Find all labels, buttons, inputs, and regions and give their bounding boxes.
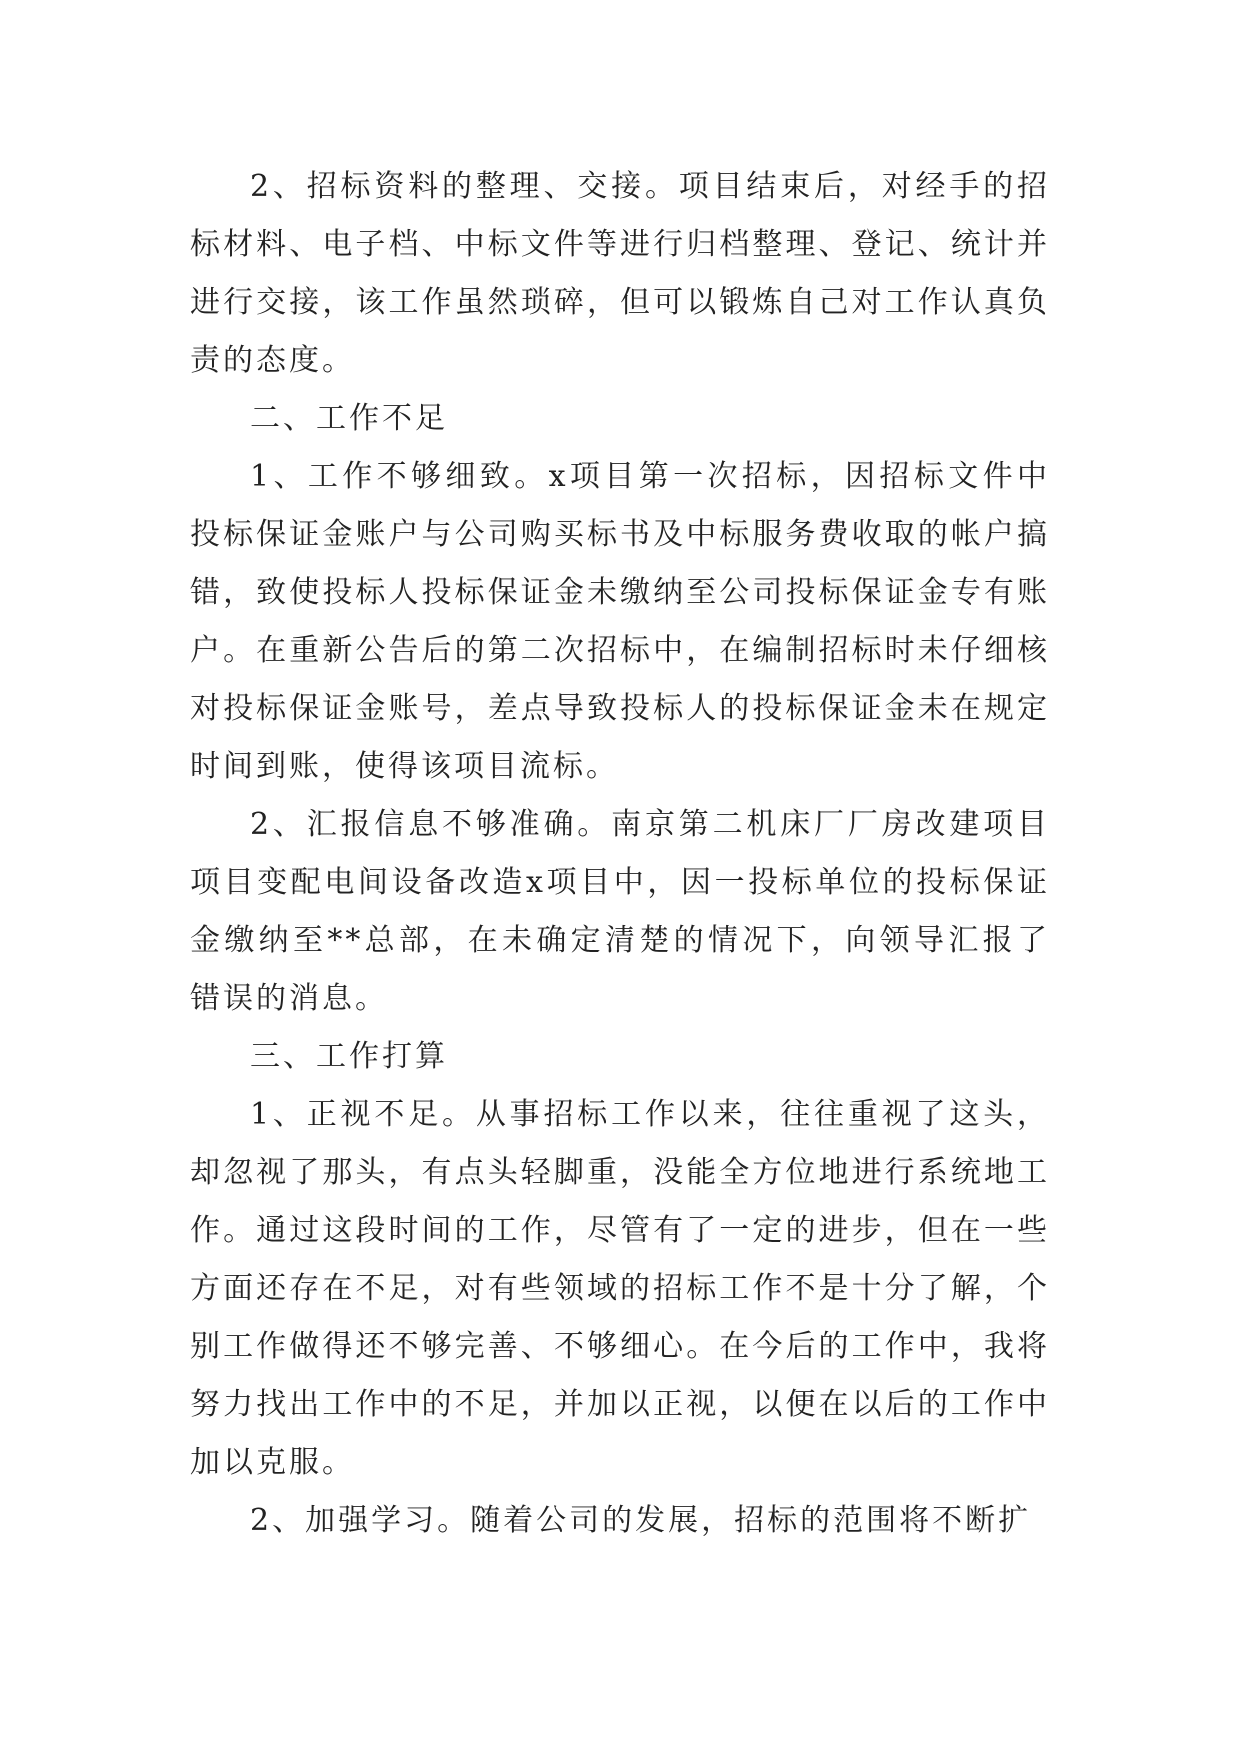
paragraph-inaccurate-report: 2、汇报信息不够准确。南京第二机床厂厂房改建项目项目变配电间设备改造x项目中，因一投标单位的投标保证金缴纳至**总部，在未确定清楚的情况下，向领导汇报了错误的消息。 bbox=[190, 807, 1050, 1016]
heading-plans: 三、工作打算 bbox=[250, 1039, 448, 1074]
paragraph-face-shortcomings: 1、正视不足。从事招标工作以来，往往重视了这头，却忽视了那头，有点头轻脚重，没能全方位地进行系统地工作。通过这段时间的工作，尽管有了一定的进步，但在一些方面还存在不足，对有些领域的招标工作不是十分了解，个别工作做得还不够完善、不够细心。在今后的工作中，我将努力找出工作中的不足，并加以正视，以便在以后的工作中加以克服。 bbox=[190, 1097, 1050, 1480]
paragraph-strengthen-learning: 2、加强学习。随着公司的发展，招标的范围将不断扩 bbox=[250, 1503, 1032, 1538]
document-body bbox=[190, 158, 1050, 1550]
heading-shortcomings: 二、工作不足 bbox=[250, 401, 448, 436]
paragraph-not-careful: 1、工作不够细致。x项目第一次招标，因招标文件中投标保证金账户与公司购买标书及中标服务费收取的帐户搞错，致使投标人投标保证金未缴纳至公司投标保证金专有账户。在重新公告后的第二次招标中，在编制招标时未仔细核对投标保证金账号，差点导致投标人的投标保证金未在规定时间到账，使得该项目流标。 bbox=[190, 459, 1050, 784]
paragraph-handover: 2、招标资料的整理、交接。项目结束后，对经手的招标材料、电子档、中标文件等进行归档整理、登记、统计并进行交接，该工作虽然琐碎，但可以锻炼自己对工作认真负责的态度。 bbox=[190, 169, 1050, 378]
